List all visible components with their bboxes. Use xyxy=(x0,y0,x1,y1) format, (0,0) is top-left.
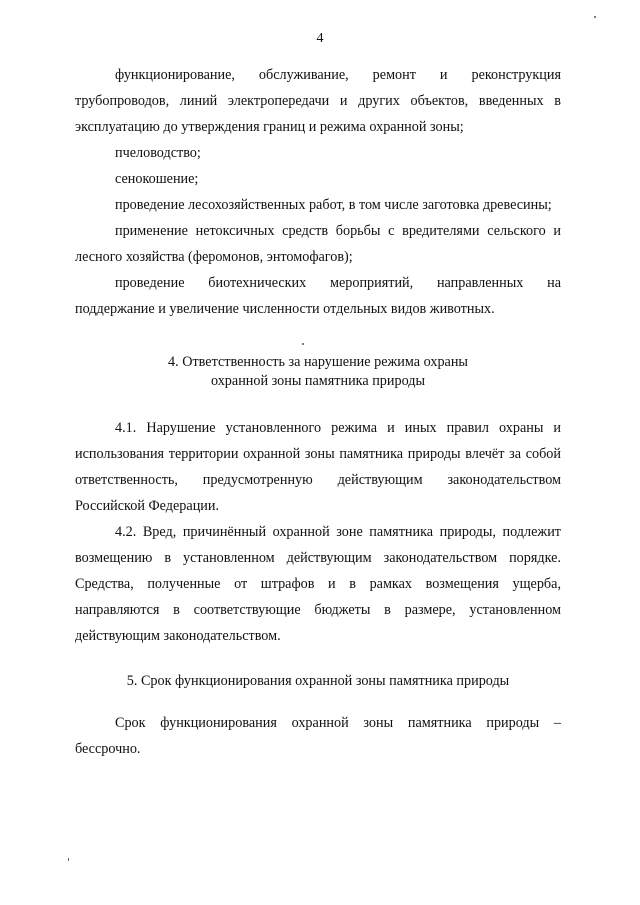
section-4-heading-line-2: охранной зоны памятника природы xyxy=(210,373,426,389)
section-4-heading-line-1: 4. Ответственность за нарушение режима охраны xyxy=(168,354,468,370)
list-item: сенокошение; xyxy=(115,171,199,187)
list-item: пчеловодство; xyxy=(115,145,201,161)
list-item: функционирование, обслуживание, ремонт и реконструкция трубопроводов, линий электропередачи и других объектов, введенных в эксплуатацию до утверждения границ и режима охранной зоны; xyxy=(75,67,561,135)
scan-speck xyxy=(594,16,596,18)
document-body xyxy=(75,62,561,762)
paragraph-4-1: 4.1. Нарушение установленного режима и иных правил охраны и использования территории охранной зоны памятника природы влечёт за собой ответственность, предусмотренную действующим законодательством Российской Федерации. xyxy=(75,420,561,514)
section-4-heading xyxy=(75,353,561,391)
section-5-heading-text: 5. Срок функционирования охранной зоны памятника природы xyxy=(126,673,510,689)
paragraph-5: Срок функционирования охранной зоны памятника природы – бессрочно. xyxy=(75,715,561,757)
scan-speck xyxy=(302,343,304,345)
list-item: проведение биотехнических мероприятий, направленных на поддержание и увеличение численности отдельных видов животных. xyxy=(75,275,561,317)
list-item: применение нетоксичных средств борьбы с вредителями сельского и лесного хозяйства (феромонов, энтомофагов); xyxy=(75,223,561,265)
list-item: проведение лесохозяйственных работ, в том числе заготовка древесины; xyxy=(115,197,552,213)
page-number: 4 xyxy=(316,31,324,46)
scan-speck xyxy=(68,858,69,861)
section-5-heading xyxy=(75,672,561,691)
paragraph-4-2: 4.2. Вред, причинённый охранной зоне памятника природы, подлежит возмещению в установленном действующим законодательством порядке. Средства, полученные от штрафов и в рамках возмещения ущерба, направляются в соответствующие бюджеты в размере, установленном действующим законодательством. xyxy=(75,524,561,644)
